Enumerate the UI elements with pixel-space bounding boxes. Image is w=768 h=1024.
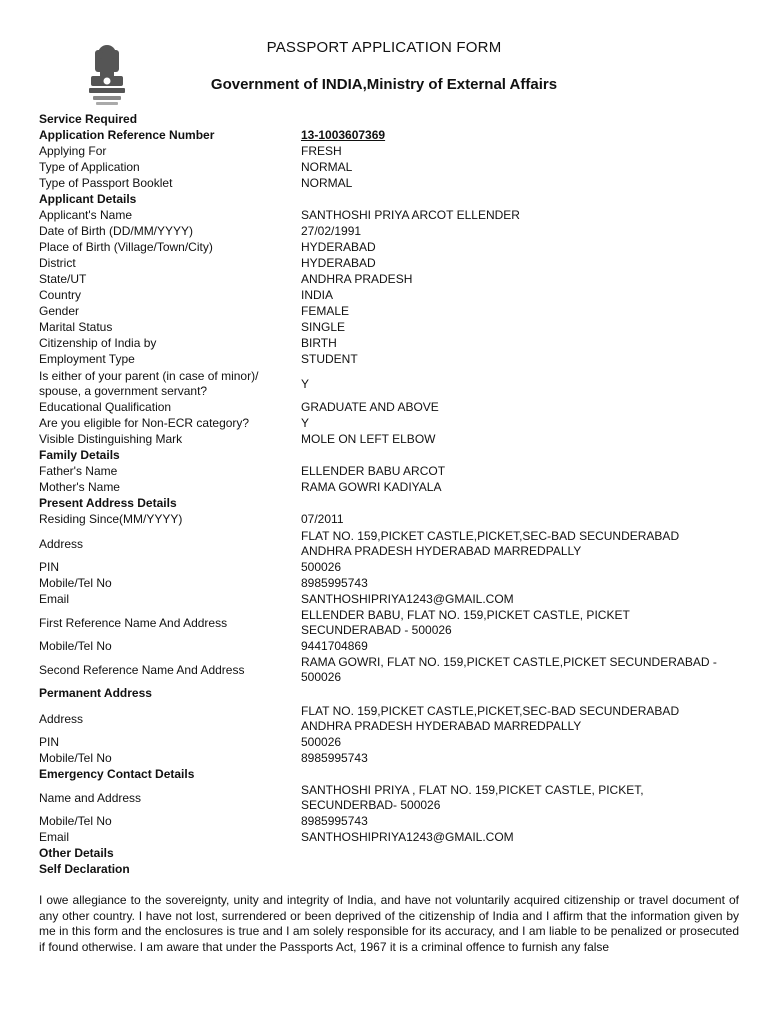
- field-value: BIRTH: [301, 336, 337, 350]
- field-label: Mobile/Tel No: [39, 751, 112, 765]
- field-label: Are you eligible for Non-ECR category?: [39, 416, 250, 430]
- section-heading: [39, 862, 739, 880]
- field-value: FRESH: [301, 144, 342, 158]
- field-value: 8985995743: [301, 576, 368, 590]
- field-value: ANDHRA PRADESH: [301, 272, 413, 286]
- field-label: Type of Passport Booklet: [39, 176, 173, 190]
- form-row: [39, 432, 739, 448]
- field-label: Applicant's Name: [39, 208, 132, 222]
- field-value: Y: [301, 377, 310, 391]
- form-row: [39, 352, 739, 369]
- ministry-subtitle: Government of INDIA,Ministry of External Affairs: [210, 76, 558, 93]
- section-heading: [39, 846, 739, 862]
- section-title: Applicant Details: [39, 192, 137, 206]
- form-row: [39, 480, 739, 496]
- field-label: Gender: [39, 304, 80, 318]
- form-row: [39, 512, 739, 529]
- field-label: Visible Distinguishing Mark: [39, 432, 183, 446]
- field-label: PIN: [39, 560, 60, 574]
- form-row: [39, 144, 739, 160]
- field-value: GRADUATE AND ABOVE: [301, 400, 439, 414]
- form-row: [39, 704, 739, 735]
- field-label: Place of Birth (Village/Town/City): [39, 240, 213, 254]
- section-title: Emergency Contact Details: [39, 767, 195, 781]
- field-label: Educational Qualification: [39, 400, 172, 414]
- field-value: FEMALE: [301, 304, 350, 318]
- field-label: Email: [39, 830, 70, 844]
- field-value: MOLE ON LEFT ELBOW: [301, 432, 436, 446]
- section-heading: [39, 112, 739, 128]
- form-row: [39, 735, 739, 751]
- form-row: [39, 208, 739, 224]
- field-value: SANTHOSHIPRIYA1243@GMAIL.COM: [301, 830, 514, 844]
- field-label: Address: [39, 712, 84, 726]
- form-row: [39, 369, 739, 400]
- field-value: SANTHOSHI PRIYA , FLAT NO. 159,PICKET CASTLE, PICKET, SECUNDERBAD- 500026: [301, 783, 644, 812]
- form-row: [39, 529, 739, 560]
- field-value: 500026: [301, 560, 342, 574]
- field-label: Application Reference Number: [39, 128, 215, 142]
- field-value: 13-1003607369: [301, 128, 386, 142]
- form-row: [39, 639, 739, 655]
- field-label: Second Reference Name And Address: [39, 663, 245, 677]
- field-value: HYDERABAD: [301, 256, 376, 270]
- field-label: Type of Application: [39, 160, 140, 174]
- form-row: [39, 160, 739, 176]
- self-declaration-text: I owe allegiance to the sovereignty, unity and integrity of India, and have not voluntarily acquired citizenship or travel document of any other country. I have not lost, surrendered or been deprived of the citizenship of India and I affirm that the information given by me in this form and the enclosures is true and I am solely responsible for its accuracy, and I am liable to be penalized or prosecuted if found otherwise. I am aware that under the Passports Act, 1967 it is a criminal offence to furnish any false: [39, 893, 739, 954]
- field-value: 8985995743: [301, 814, 368, 828]
- field-label: Citizenship of India by: [39, 336, 157, 350]
- form-row: [39, 830, 739, 846]
- form-row: [39, 128, 739, 144]
- field-value: SINGLE: [301, 320, 346, 334]
- form-row: [39, 336, 739, 352]
- field-label: Country: [39, 288, 82, 302]
- field-label: Date of Birth (DD/MM/YYYY): [39, 224, 194, 238]
- field-value: 07/2011: [301, 512, 344, 526]
- form-row: [39, 783, 739, 814]
- field-label: Mobile/Tel No: [39, 814, 112, 828]
- field-label: Mother's Name: [39, 480, 120, 494]
- section-heading: [39, 686, 739, 704]
- form-row: [39, 576, 739, 592]
- form-row: [39, 400, 739, 416]
- field-value: FLAT NO. 159,PICKET CASTLE,PICKET,SEC-BAD SECUNDERABAD ANDHRA PRADESH HYDERABAD MARREDPALLY: [301, 704, 680, 733]
- form-row: [39, 416, 739, 432]
- section-title: Self Declaration: [39, 862, 130, 876]
- field-value: 8985995743: [301, 751, 368, 765]
- section-heading: [39, 448, 739, 464]
- field-label: District: [39, 256, 76, 270]
- form-row: [39, 560, 739, 576]
- form-row: [39, 176, 739, 192]
- field-label: First Reference Name And Address: [39, 616, 228, 630]
- section-title: Family Details: [39, 448, 120, 462]
- field-value: SANTHOSHI PRIYA ARCOT ELLENDER: [301, 208, 520, 222]
- field-label: State/UT: [39, 272, 87, 286]
- field-value: RAMA GOWRI KADIYALA: [301, 480, 442, 494]
- field-label: Address: [39, 537, 84, 551]
- field-label: Email: [39, 592, 70, 606]
- field-value: 9441704869: [301, 639, 368, 653]
- field-value: 500026: [301, 735, 342, 749]
- section-title: Present Address Details: [39, 496, 177, 510]
- form-fields: [39, 112, 739, 880]
- form-row: [39, 256, 739, 272]
- field-label: Is either of your parent (in case of minor)/ spouse, a government servant?: [39, 369, 259, 398]
- form-row: [39, 288, 739, 304]
- field-value: NORMAL: [301, 176, 353, 190]
- section-title: Service Required: [39, 112, 138, 126]
- section-heading: [39, 767, 739, 783]
- form-row: [39, 304, 739, 320]
- form-row: [39, 751, 739, 767]
- form-row: [39, 592, 739, 608]
- field-value: RAMA GOWRI, FLAT NO. 159,PICKET CASTLE,PICKET SECUNDERABAD - 500026: [301, 655, 717, 684]
- field-label: Name and Address: [39, 791, 142, 805]
- form-row: [39, 814, 739, 830]
- form-row: [39, 655, 739, 686]
- field-value: ELLENDER BABU ARCOT: [301, 464, 446, 478]
- section-heading: [39, 496, 739, 512]
- field-value: SANTHOSHIPRIYA1243@GMAIL.COM: [301, 592, 514, 606]
- form-row: [39, 240, 739, 256]
- field-value: INDIA: [301, 288, 334, 302]
- field-label: Residing Since(MM/YYYY): [39, 512, 183, 526]
- section-title: Permanent Address: [39, 686, 152, 700]
- form-title: PASSPORT APPLICATION FORM: [266, 39, 502, 56]
- field-value: NORMAL: [301, 160, 353, 174]
- field-value: 27/02/1991: [301, 224, 362, 238]
- section-heading: [39, 192, 739, 208]
- field-label: Employment Type: [39, 352, 135, 366]
- field-label: Mobile/Tel No: [39, 576, 112, 590]
- field-value: STUDENT: [301, 352, 358, 366]
- form-row: [39, 320, 739, 336]
- section-title: Other Details: [39, 846, 114, 860]
- form-row: [39, 464, 739, 480]
- field-label: Father's Name: [39, 464, 118, 478]
- field-value: FLAT NO. 159,PICKET CASTLE,PICKET,SEC-BAD SECUNDERABAD ANDHRA PRADESH HYDERABAD MARREDPALLY: [301, 529, 680, 558]
- field-label: Mobile/Tel No: [39, 639, 112, 653]
- field-label: Applying For: [39, 144, 107, 158]
- field-label: PIN: [39, 735, 60, 749]
- field-value: Y: [301, 416, 310, 430]
- form-row: [39, 272, 739, 288]
- field-value: HYDERABAD: [301, 240, 376, 254]
- form-row: [39, 608, 739, 639]
- field-value: ELLENDER BABU, FLAT NO. 159,PICKET CASTLE, PICKET SECUNDERABAD - 500026: [301, 608, 630, 637]
- field-label: Marital Status: [39, 320, 113, 334]
- form-row: [39, 224, 739, 240]
